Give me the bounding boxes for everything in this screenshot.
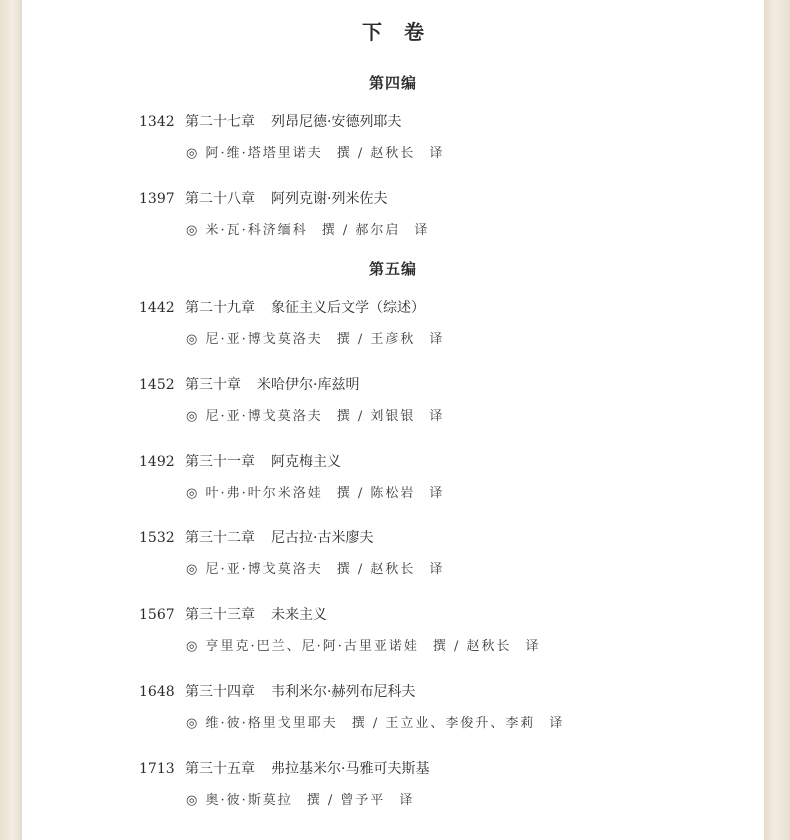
chapter-line: [139, 188, 387, 208]
authors: ◎ 维·彼·格里戈里耶夫: [186, 716, 338, 731]
author-line: [186, 405, 444, 424]
author-line: [186, 328, 444, 347]
chapter-number: 第二十七章: [185, 114, 255, 130]
page-number: 1567: [139, 607, 175, 623]
author-line: [186, 635, 541, 654]
page-number: 1342: [139, 114, 175, 130]
authors: ◎ 尼·亚·博戈莫洛夫: [186, 562, 323, 577]
chapter-number: 第三十三章: [185, 607, 255, 623]
chapter-line: [139, 681, 415, 701]
authors: ◎ 奥·彼·斯莫拉: [186, 793, 293, 808]
authors: ◎ 亨里克·巴兰、尼·阿·古里亚诺娃: [186, 639, 419, 654]
translators: 撰 / 陈松岩: [336, 486, 416, 501]
page-number: 1452: [139, 377, 175, 393]
chapter-title: 弗拉基米尔·马雅可夫斯基: [271, 761, 430, 777]
chapter-line: [139, 297, 425, 317]
chapter-number: 第三十四章: [185, 684, 255, 700]
chapter-number: 第三十章: [185, 377, 241, 393]
chapter-line: [139, 604, 327, 624]
chapter-line: [139, 374, 359, 394]
chapter-line: [139, 111, 401, 131]
chapter-number: 第三十一章: [185, 454, 255, 470]
translator-role: 译: [525, 639, 541, 654]
chapter-number: 第三十五章: [185, 761, 255, 777]
page-number: 1648: [139, 684, 175, 700]
author-line: [186, 712, 564, 731]
authors: ◎ 尼·亚·博戈莫洛夫: [186, 409, 323, 424]
authors: ◎ 叶·弗·叶尔米洛娃: [186, 486, 323, 501]
author-line: [186, 219, 429, 238]
authors: ◎ 阿·维·塔塔里诺夫: [186, 146, 323, 161]
chapter-title: 阿列克谢·列米佐夫: [271, 191, 388, 207]
page-number: 1713: [139, 761, 175, 777]
authors: ◎ 米·瓦·科济缅科: [186, 223, 308, 238]
chapter-title: 韦利米尔·赫列布尼科夫: [271, 684, 416, 700]
chapter-title: 米哈伊尔·库兹明: [257, 377, 360, 393]
author-line: [186, 789, 414, 808]
author-line: [186, 558, 444, 577]
translators: 撰 / 赵秋长: [336, 146, 416, 161]
translators: 撰 / 王立业、李俊升、李莉: [351, 716, 536, 731]
translators: 撰 / 郝尔启: [321, 223, 401, 238]
volume-title: 下卷: [362, 20, 446, 44]
translator-role: 译: [429, 486, 445, 501]
chapter-line: [139, 758, 429, 778]
part-title: 第五编: [368, 260, 417, 278]
chapter-title: 象征主义后文学（综述）: [271, 300, 425, 316]
translators: 撰 / 曾予平: [306, 793, 386, 808]
chapter-line: [139, 451, 341, 471]
translator-role: 译: [549, 716, 565, 731]
translator-role: 译: [429, 332, 445, 347]
author-line: [186, 482, 444, 501]
chapter-number: 第二十九章: [185, 300, 255, 316]
translator-role: 译: [429, 562, 445, 577]
translators: 撰 / 赵秋长: [432, 639, 512, 654]
page-number: 1442: [139, 300, 175, 316]
page-number: 1492: [139, 454, 175, 470]
translators: 撰 / 赵秋长: [336, 562, 416, 577]
page-number: 1397: [139, 191, 175, 207]
toc-page: [22, 0, 764, 840]
part-title: 第四编: [368, 74, 417, 92]
author-line: [186, 142, 444, 161]
page-number: 1532: [139, 530, 175, 546]
chapter-number: 第二十八章: [185, 191, 255, 207]
chapter-title: 阿克梅主义: [271, 454, 341, 470]
translator-role: 译: [429, 409, 445, 424]
translators: 撰 / 王彦秋: [336, 332, 416, 347]
chapter-line: [139, 527, 373, 547]
chapter-title: 未来主义: [271, 607, 327, 623]
translators: 撰 / 刘银银: [336, 409, 416, 424]
left-margin: [0, 0, 22, 840]
translator-role: 译: [414, 223, 430, 238]
authors: ◎ 尼·亚·博戈莫洛夫: [186, 332, 323, 347]
chapter-title: 列昂尼德·安德列耶夫: [271, 114, 402, 130]
chapter-title: 尼古拉·古米廖夫: [271, 530, 374, 546]
translator-role: 译: [429, 146, 445, 161]
translator-role: 译: [399, 793, 415, 808]
right-margin: [764, 0, 790, 840]
chapter-number: 第三十二章: [185, 530, 255, 546]
